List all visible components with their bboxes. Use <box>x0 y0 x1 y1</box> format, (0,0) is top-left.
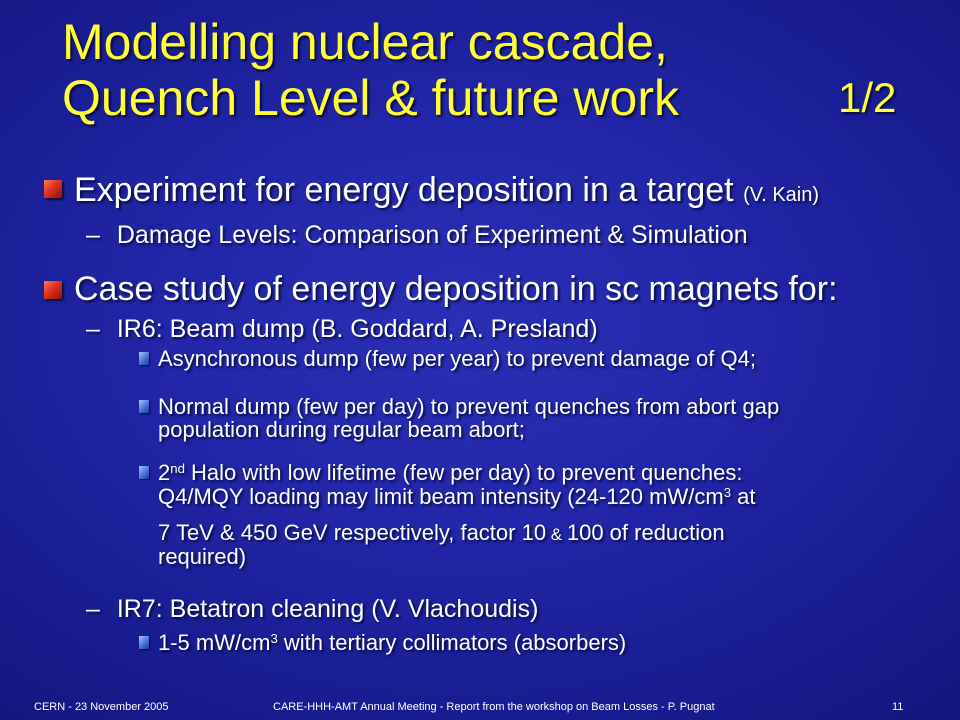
ir6-item-halo-line1 <box>158 461 743 485</box>
red-square-bullet-icon <box>44 180 62 198</box>
footer-meeting: CARE-HHH-AMT Annual Meeting - Report from the workshop on Beam Losses - P. Pugnat <box>273 701 715 713</box>
bullet-experiment-author: (V. Kain) <box>743 184 820 206</box>
halo-line2-sup: 3 <box>723 484 732 500</box>
blue-square-bullet-icon <box>139 636 149 649</box>
sub-ir6 <box>86 314 598 344</box>
sub-ir7-author: (V. Vlachoudis) <box>371 595 539 623</box>
ir6-item-normal-dump-line1: Normal dump (few per day) to prevent quenches from abort gap <box>158 394 780 419</box>
halo-line3-a: 7 TeV & 450 GeV respectively, factor 10 <box>158 520 547 545</box>
halo-line2-b: at <box>731 484 756 509</box>
halo-line3-amp: & <box>546 525 567 544</box>
red-square-bullet-icon <box>44 281 62 299</box>
footer-date: CERN - 23 November 2005 <box>34 701 169 713</box>
title-page-fraction: 1/2 <box>838 74 897 121</box>
halo-ordinal-suffix: nd <box>170 460 185 476</box>
sub-damage-levels <box>86 220 748 250</box>
ir7-item-a: 1-5 mW/cm <box>158 630 271 655</box>
ir6-item-halo-line4: required) <box>158 544 247 569</box>
halo-line1-rest: Halo with low lifetime (few per day) to prevent quenches: <box>184 460 743 485</box>
dash-mark: – <box>86 595 100 623</box>
ir6-item-asynchronous-dump: Asynchronous dump (few per year) to prevent damage of Q4; <box>158 346 756 371</box>
ir7-item-tertiary-collimators <box>158 631 626 655</box>
bullet-case-study: Case study of energy deposition in sc magnets for: <box>74 270 838 308</box>
sub-damage-levels-text: Damage Levels: Comparison of Experiment & Simulation <box>116 221 748 249</box>
bullet-experiment-text: Experiment for energy deposition in a target <box>74 171 734 209</box>
blue-square-bullet-icon <box>139 400 149 413</box>
title-line-1: Modelling nuclear cascade, <box>62 14 668 70</box>
ir6-item-halo-line2 <box>158 485 756 509</box>
halo-number: 2 <box>158 460 171 485</box>
dash-mark: – <box>86 315 100 343</box>
sub-ir7 <box>86 594 538 624</box>
dash-mark: – <box>86 221 100 249</box>
footer-page-number: 11 <box>892 701 904 713</box>
slide-title <box>62 14 942 126</box>
blue-square-bullet-icon <box>139 352 149 365</box>
ir7-item-b: with tertiary collimators (absorbers) <box>277 630 627 655</box>
blue-square-bullet-icon <box>139 466 149 479</box>
halo-line2-a: Q4/MQY loading may limit beam intensity (24-120 mW/cm <box>158 484 724 509</box>
title-line-2: Quench Level & future work <box>62 70 679 126</box>
sub-ir7-label: IR7: Betatron cleaning <box>116 595 365 623</box>
bullet-experiment <box>74 171 819 214</box>
sub-ir6-label: IR6: Beam dump <box>116 315 305 343</box>
ir6-item-normal-dump-line2: population during regular beam abort; <box>158 417 525 442</box>
halo-line3-b: 100 of reduction <box>566 520 725 545</box>
ir7-item-sup: 3 <box>270 630 278 646</box>
sub-ir6-author: (B. Goddard, A. Presland) <box>311 315 598 343</box>
